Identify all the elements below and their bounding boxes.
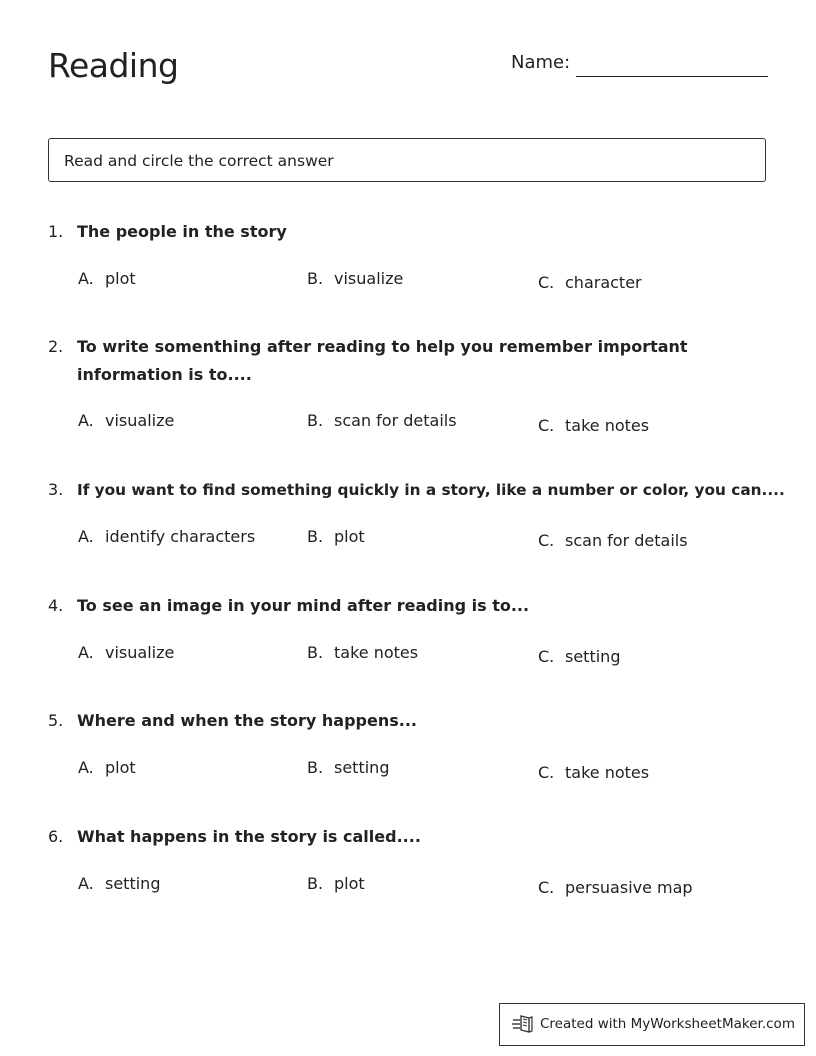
- option-letter: B.: [307, 269, 324, 288]
- option-text: take notes: [565, 763, 650, 782]
- option-text: scan for details: [334, 411, 457, 430]
- option-text: persuasive map: [565, 878, 693, 897]
- question-text: What happens in the story is called....: [77, 827, 421, 846]
- option-letter: B.: [307, 874, 324, 893]
- answer-option: [307, 643, 418, 662]
- name-blank-line: [576, 76, 768, 77]
- option-text: take notes: [334, 643, 419, 662]
- answer-option: [538, 878, 693, 897]
- option-letter: C.: [538, 531, 555, 550]
- answer-option: [538, 416, 649, 435]
- question-text: The people in the story: [77, 222, 287, 241]
- option-text: scan for details: [565, 531, 688, 550]
- option-text: identify characters: [105, 527, 256, 546]
- question-number: 1.: [48, 222, 64, 241]
- option-text: setting: [105, 874, 161, 893]
- question-text: If you want to find something quickly in a story, like a number or color, you can....: [77, 481, 785, 499]
- answer-option: [78, 527, 255, 546]
- option-text: character: [565, 273, 642, 292]
- question-number: 6.: [48, 827, 64, 846]
- option-letter: A.: [78, 643, 94, 662]
- answer-option: [307, 527, 365, 546]
- worksheet-maker-logo-icon: [512, 1014, 534, 1034]
- answer-option: [78, 643, 174, 662]
- answer-option: [538, 647, 620, 666]
- option-text: plot: [105, 758, 136, 777]
- answer-option: [78, 269, 136, 288]
- option-letter: B.: [307, 758, 324, 777]
- option-letter: B.: [307, 411, 324, 430]
- option-text: setting: [334, 758, 390, 777]
- question-text: To see an image in your mind after reading is to...: [77, 596, 530, 615]
- option-text: plot: [334, 527, 365, 546]
- option-text: take notes: [565, 416, 650, 435]
- answer-option: [307, 411, 457, 430]
- footer-credit: [499, 1003, 805, 1046]
- answer-option: [538, 273, 642, 292]
- question-text: To write somenthing after reading to help you remember important information is to....: [77, 337, 688, 384]
- question-number: 2.: [48, 337, 64, 356]
- option-text: plot: [334, 874, 365, 893]
- option-letter: C.: [538, 763, 555, 782]
- answer-option: [78, 758, 136, 777]
- answer-option: [78, 874, 160, 893]
- question-number: 4.: [48, 596, 64, 615]
- option-letter: B.: [307, 643, 324, 662]
- name-label: Name:: [511, 52, 571, 73]
- option-letter: B.: [307, 527, 324, 546]
- option-letter: A.: [78, 758, 94, 777]
- answer-option: [538, 763, 649, 782]
- option-letter: C.: [538, 878, 555, 897]
- option-text: setting: [565, 647, 621, 666]
- option-letter: C.: [538, 416, 555, 435]
- question-number: 5.: [48, 711, 64, 730]
- page-title: Reading: [48, 46, 179, 85]
- option-text: plot: [105, 269, 136, 288]
- footer-text: Created with MyWorksheetMaker.com: [540, 1016, 795, 1032]
- option-letter: A.: [78, 874, 94, 893]
- answer-option: [307, 874, 365, 893]
- name-field: [511, 52, 570, 82]
- answer-option: [307, 269, 403, 288]
- answer-option: [78, 411, 174, 430]
- answer-option: [307, 758, 389, 777]
- answer-option: [538, 531, 688, 550]
- instructions-box: Read and circle the correct answer: [48, 138, 766, 182]
- option-letter: A.: [78, 411, 94, 430]
- option-text: visualize: [105, 411, 175, 430]
- option-letter: C.: [538, 647, 555, 666]
- question-text: Where and when the story happens...: [77, 711, 418, 730]
- option-text: visualize: [334, 269, 404, 288]
- option-letter: A.: [78, 269, 94, 288]
- question-number: 3.: [48, 480, 64, 499]
- option-letter: C.: [538, 273, 555, 292]
- option-text: visualize: [105, 643, 175, 662]
- option-letter: A.: [78, 527, 94, 546]
